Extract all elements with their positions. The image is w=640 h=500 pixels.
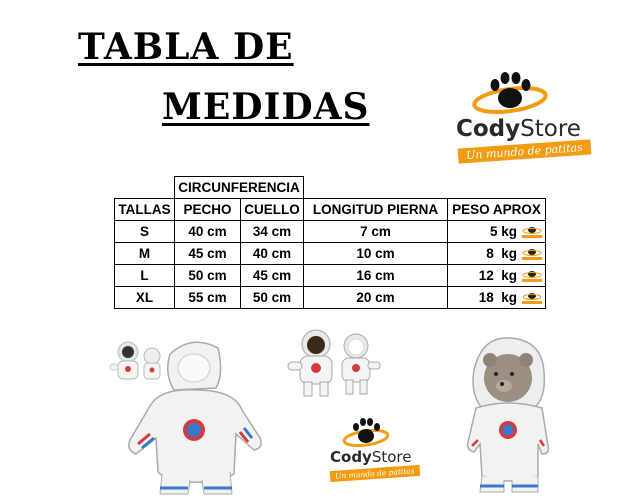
page-title-line-1: TABLA DE bbox=[78, 26, 294, 68]
brand-name-cody: Cody bbox=[456, 116, 521, 142]
cell-talla: M bbox=[115, 243, 175, 265]
cell-cuello: 40 cm bbox=[241, 243, 304, 265]
cell-longitud: 10 cm bbox=[304, 243, 448, 265]
teddy-bear-astronaut-costume-photo bbox=[452, 330, 562, 496]
column-header-tallas: TALLAS bbox=[115, 199, 175, 221]
brand-name-cody: Cody bbox=[330, 448, 372, 466]
cell-cuello: 34 cm bbox=[241, 221, 304, 243]
cell-talla: S bbox=[115, 221, 175, 243]
mini-brand-logo-icon bbox=[521, 225, 543, 239]
cell-peso-value: 12 kg bbox=[478, 267, 517, 283]
cell-peso bbox=[448, 221, 546, 243]
column-header-longitud-pierna: LONGITUD PIERNA bbox=[304, 199, 448, 221]
page-title-line-2: MEDIDAS bbox=[162, 86, 370, 128]
brand-logo bbox=[448, 66, 584, 163]
dog-astronaut-costume-photo bbox=[100, 334, 272, 498]
cell-peso-value: 18 kg bbox=[478, 289, 517, 305]
cell-peso bbox=[448, 287, 546, 309]
table-row bbox=[115, 265, 546, 287]
cell-longitud: 7 cm bbox=[304, 221, 448, 243]
table-header-row bbox=[115, 199, 546, 221]
cell-peso-value: 5 kg bbox=[489, 223, 517, 239]
cell-pecho: 55 cm bbox=[175, 287, 241, 309]
cell-cuello: 45 cm bbox=[241, 265, 304, 287]
column-header-pecho: PECHO bbox=[175, 199, 241, 221]
brand-tagline: Un mundo de patitas bbox=[330, 465, 420, 482]
table-row bbox=[115, 221, 546, 243]
table-row bbox=[115, 243, 546, 265]
cell-pecho: 40 cm bbox=[175, 221, 241, 243]
brand-name-store: Store bbox=[520, 116, 581, 142]
brand-logo-secondary bbox=[326, 414, 415, 484]
cell-talla: L bbox=[115, 265, 175, 287]
small-dogs-inset bbox=[110, 342, 160, 379]
brand-name-store: Store bbox=[371, 448, 412, 466]
dogs-in-astronaut-costumes-photo bbox=[282, 328, 386, 400]
table-row bbox=[115, 287, 546, 309]
column-header-cuello: CUELLO bbox=[241, 199, 304, 221]
cell-talla: XL bbox=[115, 287, 175, 309]
column-header-peso-aprox: PESO APROX bbox=[448, 199, 546, 221]
group-header-circunferencia: CIRCUNFERENCIA bbox=[175, 177, 304, 199]
cell-longitud: 16 cm bbox=[304, 265, 448, 287]
mini-brand-logo-icon bbox=[521, 247, 543, 261]
mini-brand-logo-icon bbox=[521, 269, 543, 283]
cell-peso bbox=[448, 265, 546, 287]
cell-peso-value: 8 kg bbox=[486, 245, 517, 261]
size-chart-table bbox=[114, 176, 546, 309]
cell-cuello: 50 cm bbox=[241, 287, 304, 309]
cell-peso bbox=[448, 243, 546, 265]
cell-pecho: 45 cm bbox=[175, 243, 241, 265]
cell-pecho: 50 cm bbox=[175, 265, 241, 287]
brand-tagline: Un mundo de patitas bbox=[458, 139, 592, 163]
cell-longitud: 20 cm bbox=[304, 287, 448, 309]
mini-brand-logo-icon bbox=[521, 291, 543, 305]
